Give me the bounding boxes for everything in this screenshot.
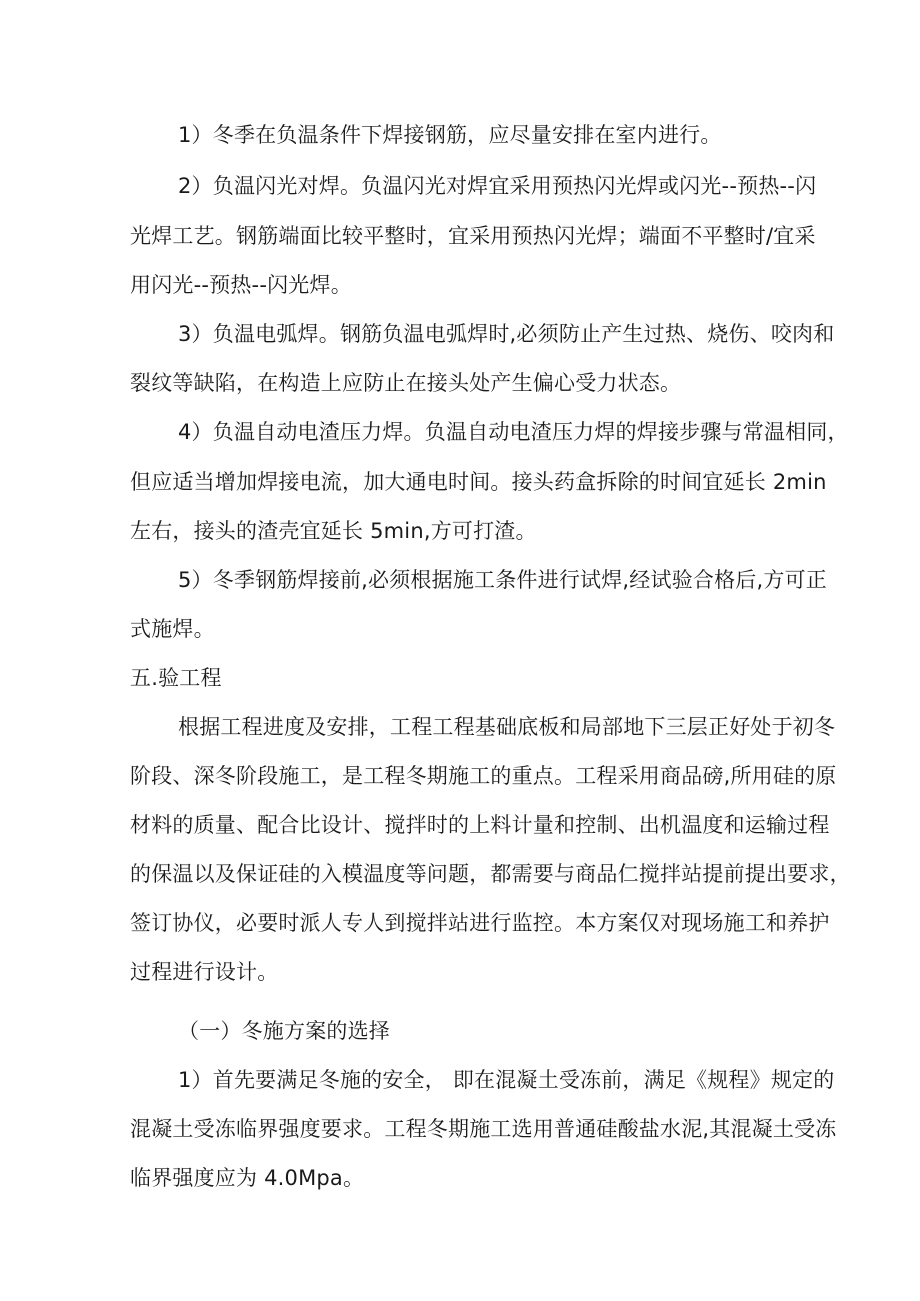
paragraph-7-line-2: 混凝土受冻临界强度要求。工程冬期施工选用普通硅酸盐水泥,其混凝土受冻 <box>130 1117 837 1141</box>
paragraph-7-line-3: 临界强度应为 4.0Mpa。 <box>130 1166 365 1190</box>
paragraph-6-line-1: 根据工程进度及安排，工程工程基础底板和局部地下三层正好处于初冬 <box>178 715 836 739</box>
paragraph-3-line-1: 3）负温电弧焊。钢筋负温电弧焊时,必须防止产生过热、烧伤、咬肉和 <box>178 322 835 346</box>
paragraph-1-line-1: 1）冬季在负温条件下焊接钢筋，应尽量安排在室内进行。 <box>178 123 722 147</box>
paragraph-5-line-1: 5）冬季钢筋焊接前,必须根据施工条件进行试焊,经试验合格后,方可正 <box>178 568 827 592</box>
paragraph-2-line-3: 用闪光--预热--闪光焊。 <box>130 273 352 297</box>
paragraph-2-line-2: 光焊工艺。钢筋端面比较平整时，宜采用预热闪光焊；端面不平整时/宜采 <box>130 224 816 248</box>
paragraph-5-line-2: 式施焊。 <box>130 617 215 641</box>
paragraph-6-line-5: 签订协仪，必要时派人专人到搅拌站进行监控。本方案仅对现场施工和养护 <box>130 911 830 935</box>
subheading: （一）冬施方案的选择 <box>178 1019 390 1043</box>
paragraph-6-line-6: 过程进行设计。 <box>130 960 279 984</box>
paragraph-6-line-2: 阶段、深冬阶段施工，是工程冬期施工的重点。工程采用商品磅,所用硅的原 <box>130 764 837 788</box>
paragraph-4-line-3: 左右，接头的渣壳宜延长 5min,方可打渣。 <box>130 519 537 543</box>
paragraph-7-line-1: 1）首先要满足冬施的安全， 即在混凝土受冻前，满足《规程》规定的 <box>178 1068 835 1092</box>
section-heading: 五.验工程 <box>130 666 222 690</box>
paragraph-4-line-2: 但应适当增加焊接电流，加大通电时间。接头药盒拆除的时间宜延长 2min <box>130 470 827 494</box>
paragraph-6-line-3: 材料的质量、配合比设计、搅拌时的上料计量和控制、出机温度和运输过程 <box>130 813 830 837</box>
paragraph-4-line-1: 4）负温自动电渣压力焊。负温自动电渣压力焊的焊接步骤与常温相同， <box>178 420 849 444</box>
paragraph-3-line-2: 裂纹等缺陷，在构造上应防止在接头处产生偏心受力状态。 <box>130 371 682 395</box>
paragraph-6-line-4: 的保温以及保证硅的入模温度等问题，都需要与商品仁搅拌站提前提出要求， <box>130 862 851 886</box>
paragraph-2-line-1: 2）负温闪光对焊。负温闪光对焊宜采用预热闪光焊或闪光--预热--闪 <box>178 174 817 198</box>
